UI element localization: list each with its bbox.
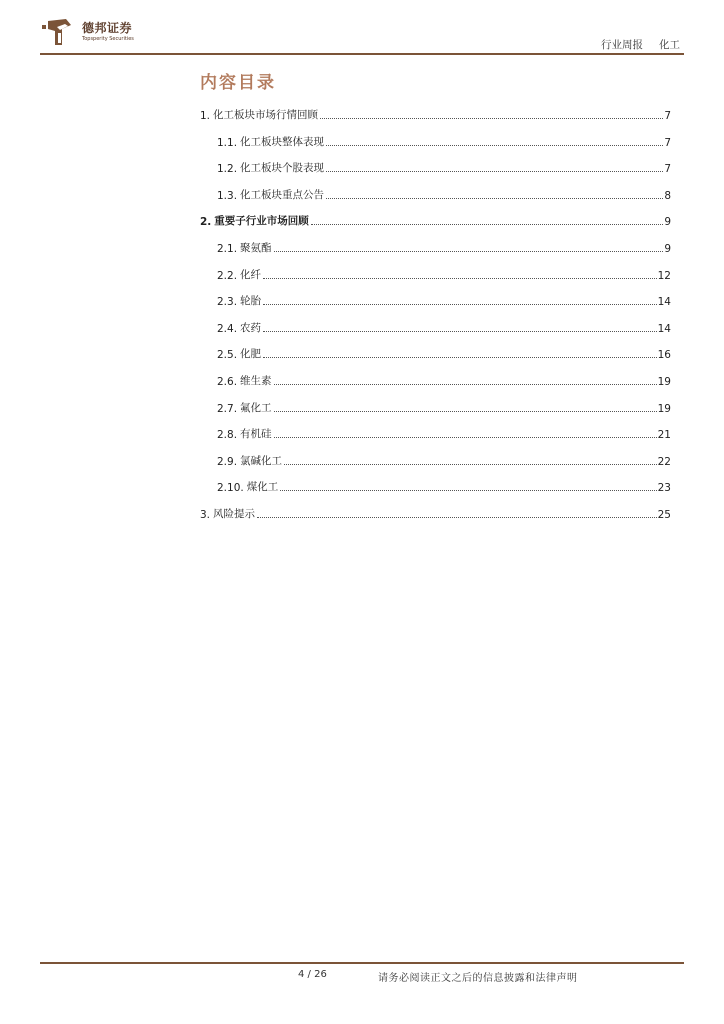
- toc-leader-dots: [326, 171, 663, 172]
- toc-entry-number: 1.1.: [217, 137, 238, 149]
- toc-entry[interactable]: [217, 452, 671, 468]
- toc-leader-dots: [280, 490, 656, 491]
- toc-title: 内容目录: [200, 73, 276, 93]
- header-divider: [40, 53, 684, 55]
- toc-leader-dots: [274, 384, 657, 385]
- toc-entry-number: 2.6.: [217, 376, 238, 388]
- toc-entry-number: 2.: [200, 216, 212, 228]
- toc-entry[interactable]: [217, 266, 671, 282]
- toc-entry[interactable]: [217, 133, 671, 149]
- toc-entry-number: 2.4.: [217, 323, 238, 335]
- toc-entry-label: 轮胎: [240, 295, 262, 307]
- toc-entry-page: 14: [657, 323, 671, 335]
- toc-leader-dots: [263, 304, 657, 305]
- toc-entry[interactable]: [217, 292, 671, 308]
- toc-entry-label: 煤化工: [246, 481, 279, 493]
- toc-entry-number: 1.: [200, 110, 211, 122]
- toc-leader-dots: [284, 464, 657, 465]
- toc-entry-page: 7: [664, 110, 671, 122]
- toc-entry-label: 化工板块个股表现: [240, 162, 325, 174]
- footer-disclaimer: 请务必阅读正文之后的信息披露和法律声明: [378, 973, 578, 984]
- toc-entry-label: 化工板块重点公告: [240, 189, 325, 201]
- toc-entry-label: 化工板块市场行情回顾: [213, 109, 319, 121]
- toc-leader-dots: [326, 145, 663, 146]
- company-logo: [40, 17, 140, 47]
- toc-entry[interactable]: [217, 239, 671, 255]
- toc-entry-page: 9: [664, 216, 671, 228]
- toc-entry[interactable]: [217, 425, 671, 441]
- logo-text-en: Topsperity Securities: [82, 36, 134, 42]
- toc-entry-number: 3.: [200, 509, 211, 521]
- sector-name: 化工: [659, 39, 680, 51]
- toc-entry-number: 2.3.: [217, 296, 238, 308]
- toc-entry[interactable]: [217, 159, 671, 175]
- toc-entry[interactable]: [217, 319, 671, 335]
- toc-entry-page: 19: [657, 376, 671, 388]
- toc-leader-dots: [263, 357, 657, 358]
- toc-entry-page: 23: [657, 482, 671, 494]
- toc-entry-number: 1.3.: [217, 190, 238, 202]
- toc-entry[interactable]: [217, 345, 671, 361]
- toc-leader-dots: [326, 198, 663, 199]
- toc-entry-label: 农药: [240, 322, 262, 334]
- toc-leader-dots: [274, 437, 657, 438]
- toc-entry[interactable]: [200, 106, 671, 122]
- toc-entry-label: 氯碱化工: [240, 455, 283, 467]
- toc-entry[interactable]: [200, 505, 671, 521]
- toc-entry-label: 化肥: [240, 348, 262, 360]
- toc-leader-dots: [274, 411, 657, 412]
- toc-entry-page: 7: [664, 137, 671, 149]
- toc-entry-page: 14: [657, 296, 671, 308]
- toc-entry-number: 2.2.: [217, 270, 238, 282]
- toc-leader-dots: [257, 517, 657, 518]
- company-logo-icon: [40, 17, 74, 47]
- toc-entry-page: 12: [657, 270, 671, 282]
- toc-entry-page: 16: [657, 349, 671, 361]
- toc-entry-label: 有机硅: [240, 428, 272, 440]
- toc-entry-page: 21: [657, 429, 671, 441]
- toc-entry-number: 2.8.: [217, 429, 238, 441]
- toc-entry-page: 9: [664, 243, 671, 255]
- toc-entry-number: 2.7.: [217, 403, 238, 415]
- page-indicator: 4 / 26: [298, 969, 327, 980]
- toc-entry-label: 风险提示: [213, 508, 256, 520]
- toc-entry-label: 维生素: [240, 375, 272, 387]
- toc-entry-label: 化工板块整体表现: [240, 136, 325, 148]
- toc-leader-dots: [320, 118, 663, 119]
- toc-leader-dots: [263, 331, 657, 332]
- toc-entry[interactable]: [217, 399, 671, 415]
- toc-entry-page: 19: [657, 403, 671, 415]
- toc-entry-page: 7: [664, 163, 671, 175]
- toc-leader-dots: [311, 224, 664, 225]
- toc-entry-label: 氟化工: [240, 402, 272, 414]
- toc-entry[interactable]: [200, 212, 671, 228]
- toc-leader-dots: [263, 278, 657, 279]
- toc-entry-number: 2.1.: [217, 243, 238, 255]
- logo-text-cn: 德邦证券: [82, 21, 133, 35]
- toc-entry-page: 25: [657, 509, 671, 521]
- toc-entry[interactable]: [217, 186, 671, 202]
- toc-entry-label: 重要子行业市场回顾: [214, 215, 309, 227]
- toc-entry[interactable]: [217, 478, 671, 494]
- toc-leader-dots: [274, 251, 664, 252]
- report-type: 行业周报: [601, 39, 643, 51]
- toc-entry-number: 2.10.: [217, 482, 244, 494]
- toc-entry-label: 聚氨酯: [240, 242, 272, 254]
- toc-entry-number: 2.5.: [217, 349, 238, 361]
- toc-entry-number: 1.2.: [217, 163, 238, 175]
- toc-entry-number: 2.9.: [217, 456, 238, 468]
- toc-entry-page: 22: [657, 456, 671, 468]
- footer-divider: [40, 962, 684, 964]
- toc-entry-label: 化纤: [240, 269, 262, 281]
- toc-entry-page: 8: [664, 190, 671, 202]
- toc-entry[interactable]: [217, 372, 671, 388]
- header-tags: [601, 37, 680, 52]
